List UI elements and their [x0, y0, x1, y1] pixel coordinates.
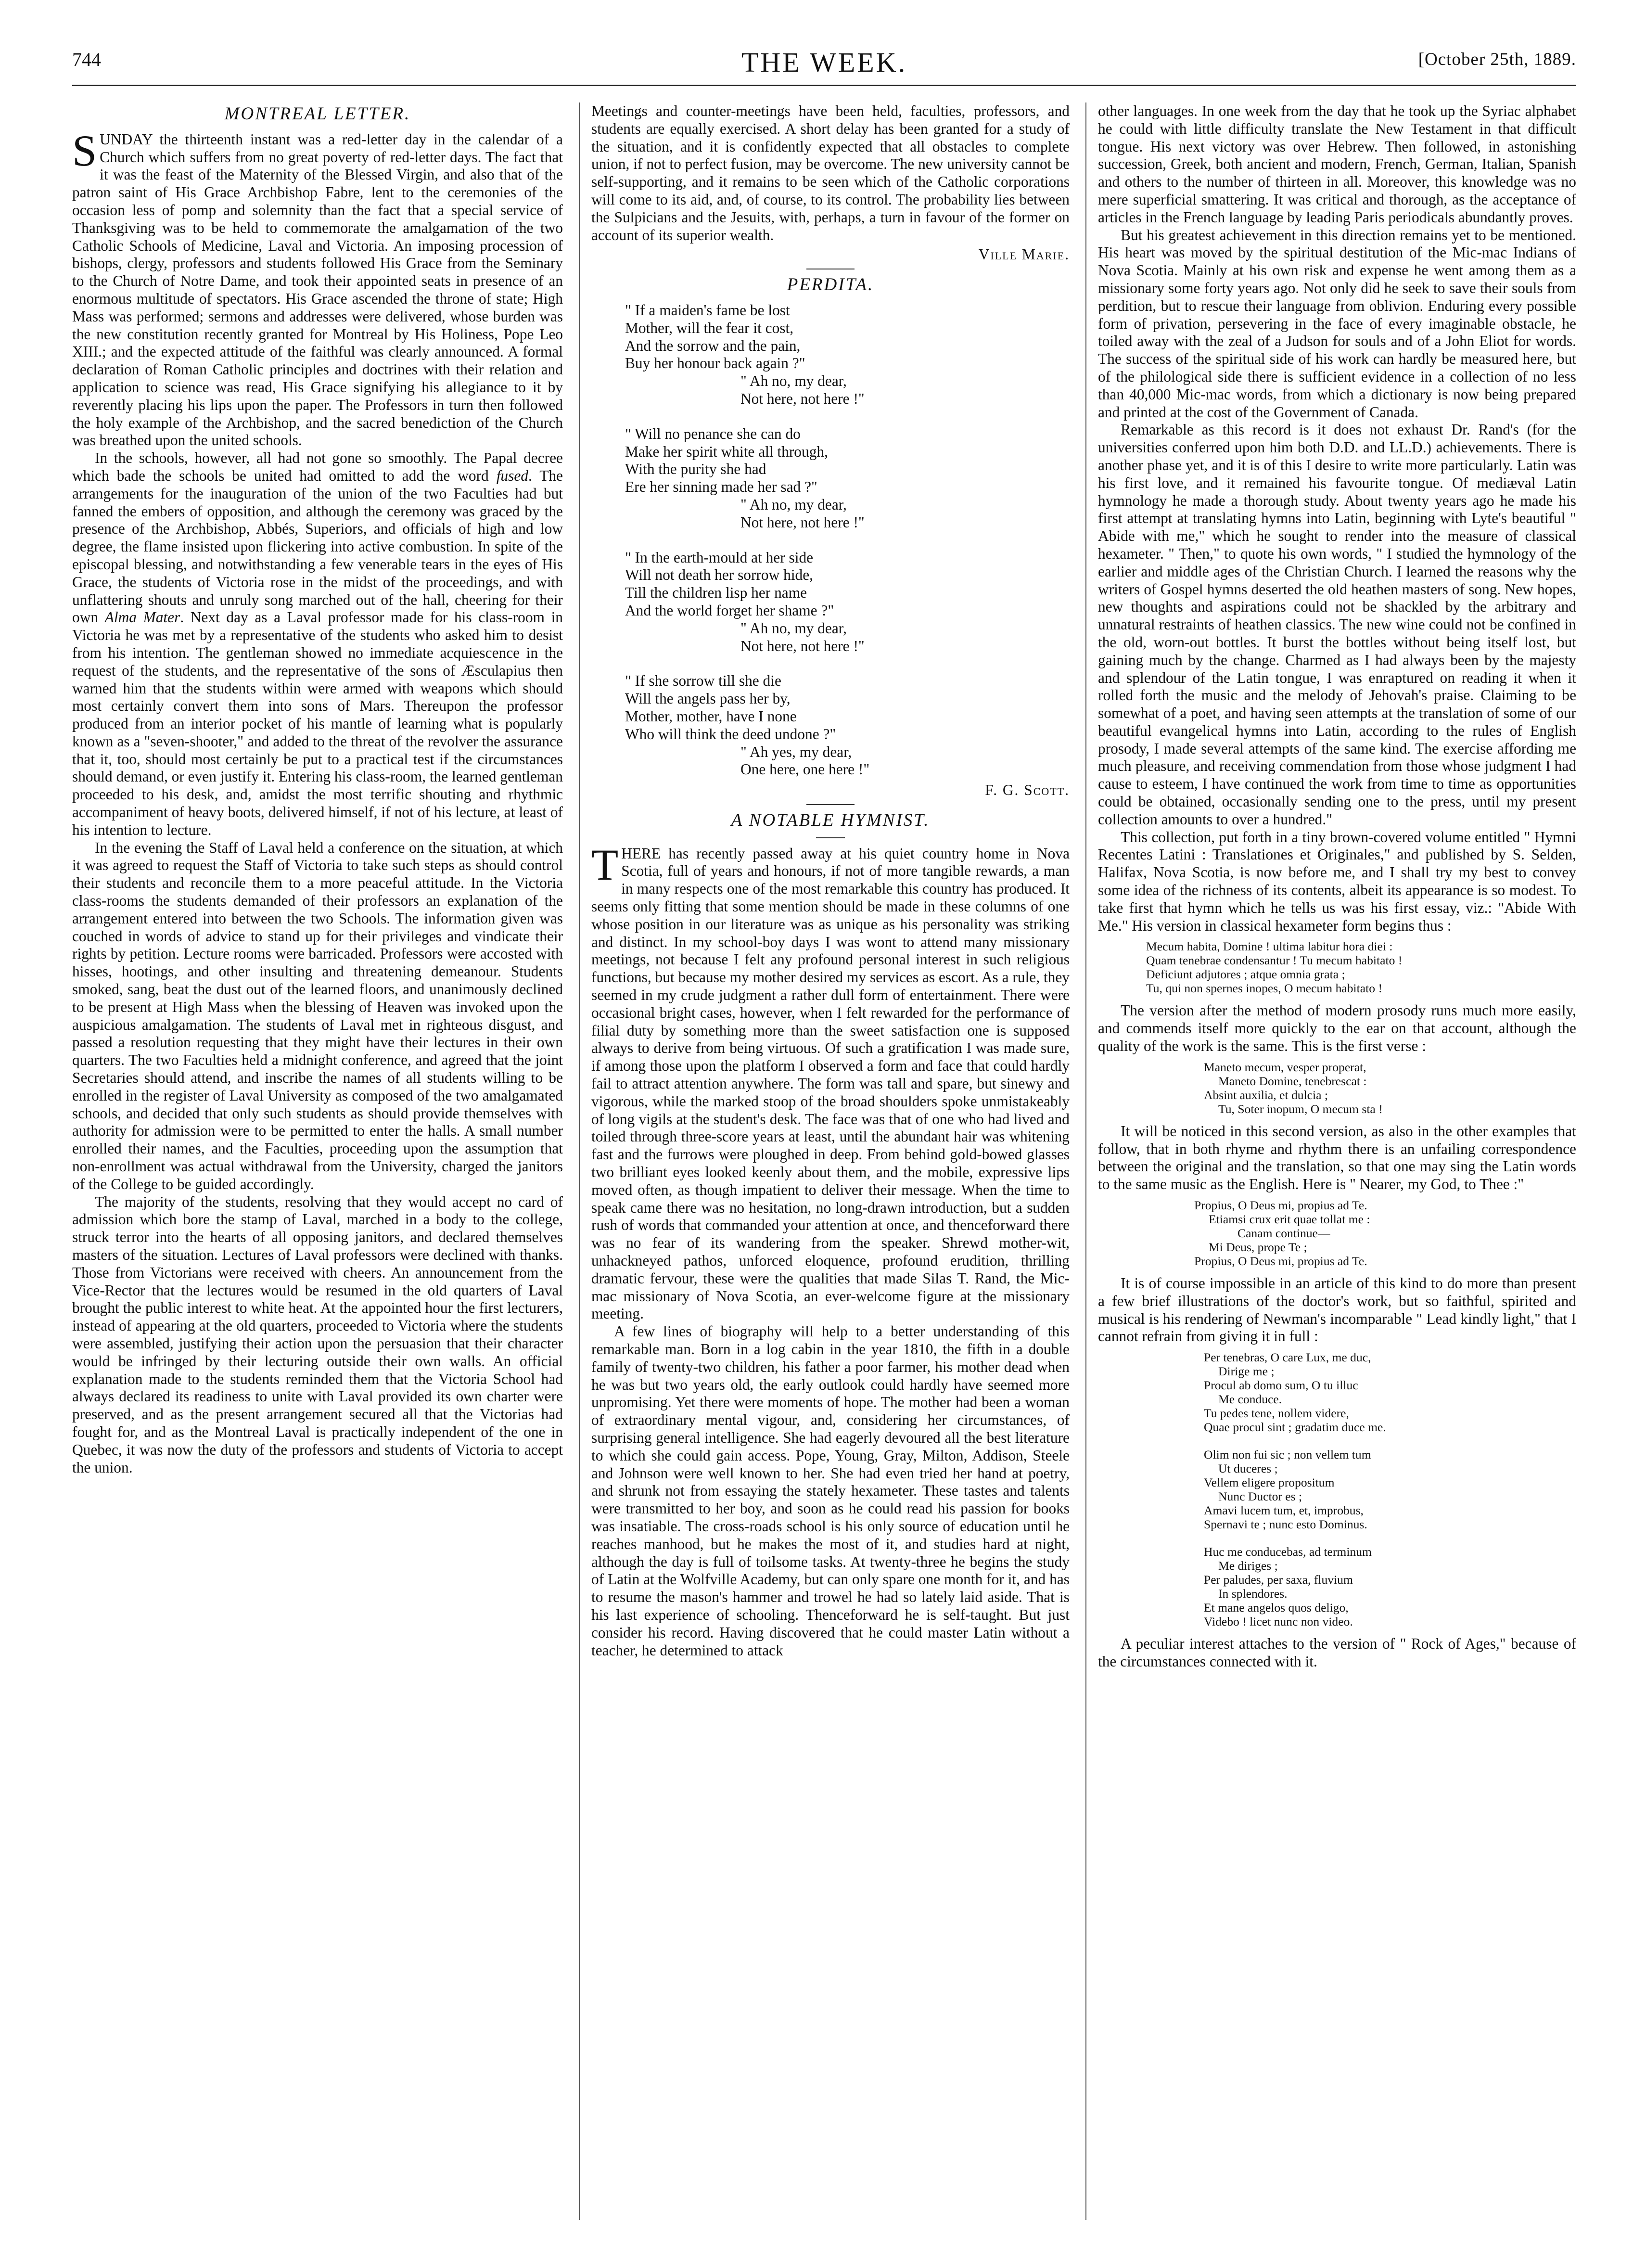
latin-line: Quam tenebrae condensantur ! Tu mecum habitato !: [1146, 953, 1403, 968]
latin-line: Mi Deus, prope Te ;: [1209, 1240, 1307, 1255]
drop-cap: S: [72, 126, 97, 175]
perdita-poem: [625, 302, 1070, 779]
poem-line: Till the children lisp her name: [625, 584, 807, 602]
latin-line: Quae procul sint ; gradatim duce me.: [1204, 1420, 1386, 1435]
latin-line: Per tenebras, O care Lux, me duc,: [1204, 1350, 1371, 1365]
poem-stanza: [625, 302, 1070, 408]
poem-line: And the sorrow and the pain,: [625, 337, 801, 354]
hymnist-paragraph: A peculiar interest attaches to the version of " Rock of Ages," because of the circumstances connected with it.: [1098, 1635, 1576, 1670]
latin-line: Propius, O Deus mi, propius ad Te.: [1194, 1198, 1367, 1213]
latin-line: Absint auxilia, et dulcia ;: [1204, 1088, 1328, 1102]
poem-line: And the world forget her shame ?": [625, 602, 834, 619]
italic-word: fused: [496, 467, 528, 484]
montreal-letter-title: MONTREAL LETTER.: [224, 104, 411, 124]
poem-line: Buy her honour back again ?": [625, 355, 805, 372]
hymnist-paragraph: A few lines of biography will help to a better understanding of this remarkable man. Born in a log cabin in the year 1810, the fifth in a double family of twenty-two children, his father a poor farmer, his mother dead when he was but two years old, the early outlook could hardly have seemed more unpromising. Yet there were moments of hope. The mother had been a woman of extraordinary mental vigour, and, considering her circumstances, of surprising general intelligence. She had eagerly devoured all the best literature to which she could gain access. Pope, Young, Gray, Milton, Addison, Steele and Johnson were well known to her. She had even tried her hand at poetry, and shrunk not from essaying the stately hexameter. These tastes and talents were transmitted to her boy, and soon as he could read his passion for books was insatiable. The cross-roads school is his only source of education until he reaches manhood, but he makes the most of it, and studies hard at night, although the day is full of toilsome tasks. At twenty-three he begins the study of Latin at the Wolfville Academy, but can only spare one month for it, and has to resume the mason's hammer and trowel he had so lately laid aside. That is his last experience of schooling. Thenceforward he is self-taught. But just consider his record. Having discovered that he could master Latin without a teacher, he determined to attack: [591, 1323, 1070, 1659]
hymnist-paragraph: The version after the method of modern prosody runs much more easily, and commends itself more quickly to the ear on that account, although the quality of the work is the same. This is the first verse :: [1098, 1002, 1576, 1055]
italic-word: Alma Mater: [104, 609, 180, 626]
hymnist-paragraph: But his greatest achievement in this direction remains yet to be mentioned. His heart was moved by the spiritual destitution of the Mic-mac Indians of Nova Scotia. Mainly at his own risk and expense he went among them as a missionary some forty years ago. Not only did he seek to save their souls from perdition, but to rescue their language from oblivion. Enduring every possible form of privation, persevering in the face of every imaginable obstacle, he toiled away with the zeal of a Judson for souls and of a John Eliot for words. The success of the spiritual side of his work can hardly be measured here, but of the philological side there is sufficient evidence in a collection of no less than 40,000 Mic-mac words, from which a dictionary is now being prepared and printed at the cost of the Government of Canada.: [1098, 226, 1576, 421]
latin-line: Propius, O Deus mi, propius ad Te.: [1194, 1254, 1367, 1269]
latin-line: Maneto mecum, vesper properat,: [1204, 1060, 1366, 1074]
poem-line: Make her spirit white all through,: [625, 443, 828, 460]
poem-line: Mother, mother, have I none: [625, 707, 797, 725]
perdita-title: PERDITA.: [787, 275, 874, 295]
poem-line: Not here, not here !": [740, 513, 865, 531]
poem-line: " In the earth-mould at her side: [625, 549, 814, 566]
column-1: [72, 103, 563, 2220]
latin-line: Mecum habita, Domine ! ultima labitur hora diei :: [1146, 939, 1393, 954]
latin-line: Canam continue—: [1238, 1226, 1330, 1241]
hymnist-paragraph: It will be noticed in this second version, as also in the other examples that follow, that in both rhyme and rhythm there is an unfailing correspondence between the original and the translation, so that one may sing the Latin words to the same music as the English. Here is " Nearer, my God, to Thee :": [1098, 1122, 1576, 1193]
montreal-letter-paragraph: [72, 126, 563, 449]
montreal-letter-p1-text: UNDAY the thirteenth instant was a red-letter day in the calendar of a Church which suffers from no great poverty of red-letter days. The fact that it was the feast of the Maternity of the Blessed Virgin, and also that of the patron saint of His Grace Archbishop Fabre, lent to the ceremonies of the occasion less of pomp and solemnity than the fact that a special service of Thanksgiving was to be held to commemorate the amalgamation of the two Catholic Schools of Medicine, Laval and Victoria. An imposing procession of bishops, clergy, professors and students followed His Grace from the Seminary to the Church of Notre Dame, and took their appointed seats in presence of an enormous multitude of spectators. His Grace ascended the throne of state; High Mass was performed; sermons and addresses were delivered, whose burden was the new constitution recently granted for Montreal by His Holiness, Pope Leo XIII.; and the expected attitude of the faithful was clearly announced. A formal declaration of Roman Catholic principles and doctrines with their relation and application to science was read, His Grace signifying his allegiance to it by reverently placing his lips upon the paper. The Professors in turn then followed the holy example of the Archbishop, and the sacred benediction of the Church was breathed upon the united schools.: [72, 130, 563, 449]
poem-line: Ere her sinning made her sad ?": [625, 478, 817, 496]
hymnist-paragraph: [591, 840, 1070, 1323]
latin-line: Ut duceres ;: [1218, 1461, 1278, 1476]
montreal-letter-paragraph: In the schools, however, all had not gone so smoothly. The Papal decree which bade the schools be united had omitted to add the word fused. The arrangements for the inauguration of the union of the two Faculties had but fanned the embers of opposition, and although the ceremony was graced by the presence of the Archbishop, Abbés, Superiors, and officials of high and low degree, the flame insisted upon flickering into active combustion. In spite of the episcopal blessing, and notwithstanding a few venerable tears in the eyes of His Grace, the students of Victoria rose in the midst of the proceedings, and with unflattering shouts and unruly song marched out of the hall, cheering for their own Alma Mater. Next day as a Laval professor made for his class-room in Victoria he was met by a representative of the students who asked him to desist from his intention. The gentleman showed no immediate acquiescence in the request of the students, and the representative of the sons of Æsculapius then warned him that the students within were armed with weapons which should most certainly convert them into sons of Mars. Thereupon the professor produced from an interior pocket of his mantle of learning what is popularly known as a "seven-shooter," and added to the threat of the revolver the assurance that it, too, should most certainly be put to a practical test if the circumstances should demand, or even justify it. Entering his class-room, the learned gentleman proceeded to his desk, and, amidst the most terrific shouting and rhythmic accompaniment of heavy boots, delivered himself, if not of his lecture, at least of his intention to lecture.: [72, 449, 563, 838]
poem-line: " Ah no, my dear,: [740, 496, 847, 513]
montreal-letter-paragraph: In the evening the Staff of Laval held a conference on the situation, at which it was agreed to request the Staff of Victoria to take such steps as should control their students and reconcile them to a more peaceful attitude. In the Victoria class-rooms the students demanded of their professors an explanation of the arrangement entered into between the two Schools. The information given was couched in words of advice to stand up for their privileges and vindicate their rights by petition. Lecture rooms were barricaded. Professors were accosted with hisses, hootings, and other insulting and threatening demeanour. Students smoked, sang, beat the dust out of the learned floors, and unanimously declined to be present at High Mass when the blessing of Heaven was invoked upon the auspicious amalgamation. The students of Laval met in righteous disgust, and passed a resolution requesting that they might have their lectures in their own quarters. The two Faculties held a midnight conference, and agreed that the joint Secretaries should attend, and inscribe the names of all students willing to be enrolled in the register of Laval University as composed of the two amalgamated schools, and decided that only such students as should provide themselves with authority for admission were to be permitted to enter the halls. A small number enrolled their names, and the Faculties, proceeding upon the assumption that non-enrollment was actual withdrawal from the University, charged the janitors of the College to be guided accordingly.: [72, 839, 563, 1192]
poem-line: Not here, not here !": [740, 390, 865, 407]
latin-line: Tu, Soter inopum, O mecum sta !: [1218, 1102, 1383, 1116]
hymnist-p1-text: HERE has recently passed away at his quiet country home in Nova Scotia, full of years and honours, if not of more tangible rewards, a man in many respects one of the most remarkable this country has produced. It seems only fitting that some mention should be made in these columns of one whose position in our literature was as unique as his personality was striking and distinct. In my school-boy days I was wont to attend many missionary meetings, not because I felt any profound personal interest in such religious functions, but because my mother desired my services as escort. As a rule, they seemed in my crude judgment a rather dull form of entertainment. There were occasional bright cases, however, when I felt rewarded for the performance of filial duty by something more than the sweet satisfaction one is supposed always to derive from being virtuous. Of such a gratification I was made sure, if among those upon the platform I observed a form and face that could hardly fail to attract attention anywhere. The form was tall and spare, but sinewy and vigorous, while the marked stoop of the broad shoulders spoke unmistakeably of long vigils at the student's desk. The face was that of one who had lived and toiled through three-score years at least, until the abundant hair was whitening fast and the furrows were ploughed in deep. From behind gold-bowed glasses two brilliant eyes looked keenly about them, and the mobile, expressive lips moved often, as though impatient to deliver their message. When the time to speak came there was no hesitation, no long-drawn introduction, but a sudden rush of words that commanded your attention at once, and thenceforward there was no fear of its wandering from the speaker. Shrewd mother-wit, unhackneyed pathos, unforced eloquence, profound erudition, thrilling dramatic fervour, these were the qualities that made Silas T. Rand, the Mic-mac missionary of Nova Scotia, an ever-welcome figure at the missionary meeting.: [591, 845, 1070, 1322]
montreal-letter-signature: Ville Marie.: [978, 246, 1070, 263]
columns: [72, 103, 1576, 2220]
latin-stanza: [1204, 1448, 1576, 1531]
latin-line: Tu pedes tene, nollem videre,: [1204, 1406, 1349, 1421]
latin-line: Etiamsi crux erit quae tollat me :: [1209, 1212, 1370, 1227]
poem-line: " Ah no, my dear,: [740, 372, 847, 390]
hymnist-paragraph: It is of course impossible in an article of this kind to do more than present a few brief illustrations of the doctor's work, but so faithful, spirited and musical is his rendering of Newman's incomparable " Lead kindly light," that I cannot refrain from giving it in full :: [1098, 1275, 1576, 1345]
latin-line: Tu, qui non spernes inopes, O mecum habitato !: [1146, 981, 1382, 996]
poem-line: " Ah yes, my dear,: [740, 743, 852, 760]
poem-line: " If a maiden's fame be lost: [625, 301, 790, 319]
perdita-signature: F. G. Scott.: [985, 782, 1070, 799]
latin-line: Me conduce.: [1218, 1392, 1282, 1407]
montreal-letter-paragraph: Meetings and counter-meetings have been held, faculties, professors, and students are equally exercised. A short delay has been granted for a study of the situation, and it is confidently expected that all obstacles to complete union, if not to perfect fusion, may be overcome. The new university cannot be self-supporting, and it remains to be seen which of the Catholic corporations will come to its aid, and, of course, to its control. The probability lies between the Sulpicians and the Jesuits, with, perhaps, a turn in favour of the former on account of its superior wealth.: [591, 103, 1070, 243]
poem-stanza: [625, 549, 1070, 655]
poem-stanza: [625, 672, 1070, 779]
poem-line: With the purity she had: [625, 461, 766, 478]
page-number: 744: [72, 49, 101, 70]
poem-line: Will the angels pass her by,: [625, 690, 791, 707]
latin-line: Olim non fui sic ; non vellem tum: [1204, 1448, 1371, 1462]
column-3: [1085, 103, 1576, 2220]
divider: [816, 837, 845, 838]
masthead: [72, 46, 1576, 86]
montreal-letter-paragraph: The majority of the students, resolving that they would accept no card of admission which bore the stamp of Laval, marched in a body to the college, struck terror into the hearts of all opposing janitors, and declared themselves masters of the situation. Lectures of Laval professors were declined with thanks. Those from Victorians were received with cheers. An announcement from the Vice-Rector that the lectures would be resumed in the old quarters of Laval brought the public interest to white heat. At the appointed hour the first lecturers, instead of appearing at the old quarters, proceeded to Victoria where the students were assembled, justifying their action upon the persuasion that their character would be infringed by their lecturing outside their own walls. An official explanation made to the students reminded them that the Victoria School had always declared its readiness to unite with Laval provided its own charter were preserved, and as the present arrangement secured all that the Victorias had fought for, and as the Montreal Laval is practically independent of the one in Quebec, it was now the duty of the professors and students of Victoria to accept the union.: [72, 1193, 563, 1476]
latin-verse-abide: [1098, 939, 1576, 995]
latin-line: Videbo ! licet nunc non video.: [1204, 1615, 1353, 1629]
hymnist-paragraph: Remarkable as this record is it does not exhaust Dr. Rand's (for the universities conferred upon him both D.D. and LL.D.) achievements. There is another phase yet, and it is of this I desire to write more particularly. Latin was his first love, and it remained his favourite tongue. Of mediæval Latin hymnology he made a thorough study. About twenty years ago he made his first attempt at translating hymns into Latin, beginning with Lyte's beautiful " Abide with me," which he sought to render into the measure of classical hexameter. " Then," to quote his own words, " I studied the hymnology of the earlier and middle ages of the Christian Church. I learned the reasons why the writers of Gospel hymns deserted the old heathen masters of song. New hopes, new thoughts and aspirations could not be shackled by the arbitrary and unnatural restraints of heathen classics. The new wine could not be confined in the old, worn-out bottles. It burst the bottles without being itself lost, but gaining much by the change. Charmed as I had always been by the majesty and splendour of the Latin tongue, I was enraptured on reading it when it rolled forth the music and the melody of Jehovah's praise. Claiming to be somewhat of a poet, and having seen attempts at the translation of some of our beautiful evangelical hymns into Latin, according to the rules of English prosody, I made several attempts of the same kind. The exercise affording me much pleasure, and receiving commendation from those whose judgment I had cause to esteem, I have continued the work from time to time as opportunities could be obtained, occasionally sending one to the press, until my present collection amounts to over a hundred.": [1098, 421, 1576, 828]
latin-line: Huc me conducebas, ad terminum: [1204, 1545, 1372, 1559]
poem-line: " Ah no, my dear,: [740, 619, 847, 637]
latin-verse-propius: [1098, 1198, 1576, 1268]
latin-line: Per paludes, per saxa, fluvium: [1204, 1573, 1353, 1587]
divider: [806, 804, 855, 805]
hymnist-paragraph: This collection, put forth in a tiny brown-covered volume entitled " Hymni Recentes Latini : Translationes et Originales," and published by S. Selden, Halifax, Nova Scotia, is now before me, and I shall try my best to convey some idea of the richness of its contents, albeit its appearance is so modest. To take first that hymn which he tells us was his first essay, viz.: "Abide With Me." His version in classical hexameter form begins thus :: [1098, 828, 1576, 934]
latin-verse-maneto: [1098, 1060, 1576, 1116]
journal-title: THE WEEK.: [741, 47, 907, 78]
poem-line: Not here, not here !": [740, 637, 865, 654]
poem-line: " If she sorrow till she die: [625, 672, 781, 690]
hymnist-paragraph: other languages. In one week from the day that he took up the Syriac alphabet he could with little difficulty translate the New Testament in that difficult tongue. His next victory was over Hebrew. Then followed, in astonishing succession, Greek, both ancient and modern, French, German, Italian, Spanish and others to the number of thirteen in all. Moreover, this knowledge was no mere superficial smattering. It was critical and thorough, as the acceptance of articles in the French language by leading Paris periodicals abundantly proves.: [1098, 103, 1576, 226]
latin-line: In splendores.: [1218, 1587, 1288, 1601]
latin-line: Amavi lucem tum, et, improbus,: [1204, 1503, 1364, 1518]
poem-line: " Will no penance she can do: [625, 425, 801, 442]
latin-line: Deficiunt adjutores ; atque omnia grata ;: [1146, 967, 1345, 982]
poem-line: Mother, will the fear it cost,: [625, 319, 794, 336]
latin-stanza: [1204, 1350, 1576, 1434]
issue-date: [October 25th, 1889.: [1418, 50, 1576, 69]
latin-line: Me diriges ;: [1218, 1559, 1278, 1573]
latin-line: Et mane angelos quos deligo,: [1204, 1601, 1349, 1615]
latin-line: Spernavi te ; nunc esto Dominus.: [1204, 1517, 1367, 1532]
drop-cap: T: [591, 840, 619, 889]
latin-stanza: [1204, 1545, 1576, 1628]
poem-line: Will not death her sorrow hide,: [625, 566, 814, 584]
column-2: [579, 103, 1070, 2220]
latin-line: Nunc Ductor es ;: [1218, 1489, 1302, 1504]
hymnist-title: A NOTABLE HYMNIST.: [731, 810, 930, 830]
latin-verse-lead: [1098, 1350, 1576, 1628]
poem-line: One here, one here !": [740, 761, 870, 778]
latin-line: Maneto Domine, tenebrescat :: [1218, 1074, 1367, 1088]
poem-stanza: [625, 425, 1070, 532]
latin-line: Dirige me ;: [1218, 1364, 1275, 1379]
poem-line: Who will think the deed undone ?": [625, 725, 836, 743]
latin-line: Procul ab domo sum, O tu illuc: [1204, 1378, 1358, 1393]
latin-line: Vellem eligere propositum: [1204, 1475, 1335, 1490]
